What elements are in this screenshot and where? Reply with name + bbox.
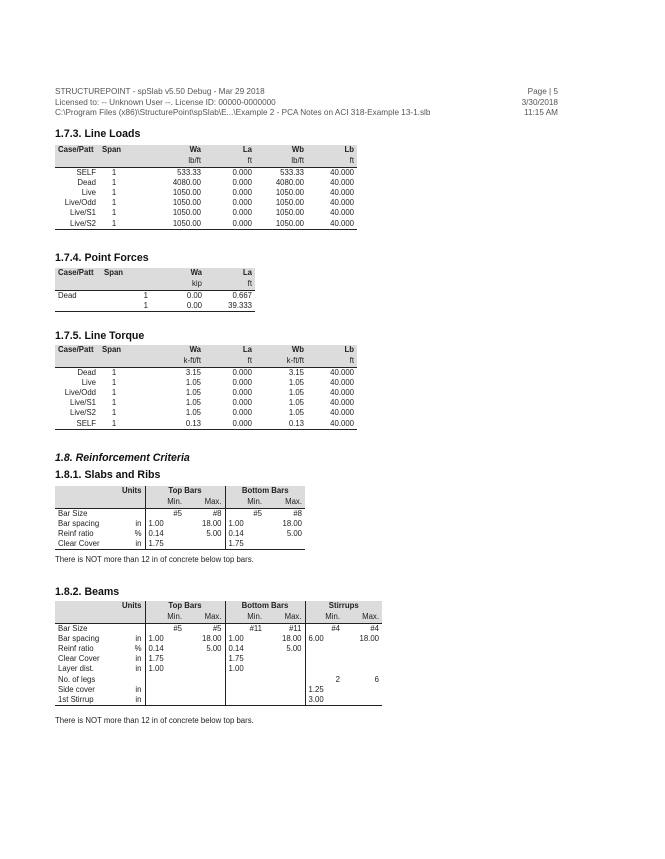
value-cell: 40.000 [330, 377, 354, 387]
unit-cell [112, 675, 145, 685]
table-row [55, 367, 357, 378]
col-header: Wb [255, 345, 307, 356]
value-cell: 40.000 [330, 177, 354, 187]
value-cell: 6.00 [305, 634, 343, 644]
value-cell: 6 [374, 674, 379, 684]
col-header: Lb [307, 145, 357, 156]
table-header-row [55, 601, 382, 612]
program-line: STRUCTUREPOINT - spSlab v5.50 Debug - Mar 29 2018 [55, 87, 265, 96]
col-header-top-bars: Top Bars [145, 601, 225, 612]
table-row [55, 198, 357, 208]
unit-cell: k-ft/ft [255, 356, 307, 367]
value-cell: 0.000 [204, 419, 255, 430]
value-cell: 0.000 [232, 367, 252, 377]
blank-header-cell [55, 497, 112, 508]
value-cell: #5 [212, 623, 222, 633]
value-cell: 1.05 [185, 398, 201, 408]
criteria-label: Side cover [58, 684, 95, 694]
value-cell: #4 [305, 623, 343, 634]
report-header-right [522, 87, 558, 119]
value-cell: 1.75 [145, 539, 185, 550]
value-cell: 0.14 [225, 529, 265, 539]
case-cell: Dead [77, 177, 96, 187]
unit-cell: in [112, 664, 145, 674]
blank-header-cell [112, 612, 145, 623]
unit-cell: in [112, 539, 145, 550]
table-row [55, 219, 357, 230]
value-cell [343, 644, 382, 654]
value-cell: 1.75 [148, 654, 164, 664]
value-cell: 1.25 [305, 685, 343, 695]
table-header-row [55, 345, 357, 356]
value-cell [343, 685, 382, 695]
value-cell [185, 654, 225, 664]
unit-cell: ft [204, 356, 255, 367]
table-row [55, 539, 305, 550]
span-cell: 1 [143, 290, 148, 300]
col-header-stirrups: Stirrups [305, 601, 382, 612]
value-cell: 3.00 [305, 695, 343, 706]
unit-cell: % [112, 644, 145, 654]
unit-cell [112, 623, 145, 634]
value-cell: 40.000 [330, 208, 354, 218]
value-cell [265, 695, 305, 706]
value-cell [145, 675, 185, 685]
section-title-line-torque: 1.7.5. Line Torque [55, 330, 145, 342]
col-header-min: Min. [145, 612, 185, 623]
col-header: Lb [307, 345, 357, 356]
unit-cell [99, 356, 129, 367]
value-cell [185, 685, 225, 695]
col-header: Wb [255, 145, 307, 156]
unit-cell: in [112, 695, 145, 706]
value-cell: 3.15 [288, 367, 304, 377]
table-row [55, 301, 255, 312]
value-cell: 40.000 [330, 367, 354, 377]
value-cell: #11 [225, 623, 265, 634]
value-cell: 4080.00 [172, 177, 201, 187]
beams-note: There is NOT more than 12 in of concrete below top bars. [55, 716, 254, 725]
criteria-label: Layer dist. [58, 664, 94, 674]
unit-cell: in [112, 685, 145, 695]
unit-cell: lb/ft [129, 156, 204, 167]
span-cell: 1 [99, 419, 129, 430]
col-header-min: Min. [225, 612, 265, 623]
slabs-note: There is NOT more than 12 in of concrete below top bars. [55, 555, 254, 564]
table-subheader-row [55, 612, 382, 623]
value-cell: 0.00 [151, 301, 205, 312]
col-header-bottom-bars: Bottom Bars [225, 486, 305, 497]
value-cell: 18.00 [282, 518, 302, 528]
value-cell: 5.00 [206, 528, 222, 538]
value-cell: 0.13 [255, 419, 307, 430]
value-cell: 0.14 [148, 528, 164, 538]
value-cell: #5 [173, 508, 182, 518]
value-cell: 0.14 [225, 644, 265, 654]
col-header-max: Max. [185, 497, 225, 508]
table-units-row [55, 279, 255, 290]
value-cell: 1.00 [148, 664, 164, 674]
table-header-row [55, 268, 255, 279]
col-header: Case/Patt [55, 268, 101, 279]
col-header-units: Units [112, 601, 145, 612]
license-line: Licensed to: -- Unknown User --. License ID: 00000-0000000 [55, 97, 276, 107]
value-cell [343, 654, 382, 664]
unit-cell [101, 279, 151, 290]
table-row [55, 695, 382, 706]
value-cell: 1050.00 [275, 187, 304, 197]
criteria-label: Reinf ratio [58, 528, 94, 538]
col-header-max: Max. [265, 612, 305, 623]
span-cell: 1 [101, 301, 151, 312]
value-cell [265, 664, 305, 674]
table-row [55, 508, 305, 519]
col-header-max: Max. [343, 612, 382, 623]
value-cell [185, 664, 225, 674]
value-cell: 0.000 [232, 387, 252, 397]
span-cell: 1 [99, 219, 129, 230]
case-cell: Live [81, 377, 96, 387]
value-cell: 1.05 [288, 387, 304, 397]
span-cell: 1 [111, 198, 117, 208]
unit-cell: ft [204, 156, 255, 167]
value-cell: 0.000 [232, 177, 252, 187]
section-title-beams: 1.8.2. Beams [55, 586, 120, 598]
value-cell: 1.00 [148, 633, 164, 643]
point-forces-table [55, 268, 255, 312]
case-cell: SELF [55, 419, 99, 430]
col-header-max: Max. [185, 612, 225, 623]
value-cell: 40.000 [307, 219, 357, 230]
col-header: Wa [129, 345, 204, 356]
value-cell: 1.75 [225, 654, 265, 664]
value-cell: #4 [370, 623, 379, 633]
table-row [55, 398, 357, 408]
span-cell: 1 [111, 167, 117, 177]
value-cell: 0.14 [148, 643, 164, 653]
value-cell: #11 [289, 623, 302, 633]
col-header: Span [99, 345, 129, 356]
blank-header-cell [55, 486, 112, 497]
table-row [55, 408, 357, 418]
col-header-min: Min. [305, 612, 343, 623]
case-cell: Live [81, 187, 96, 197]
span-cell: 1 [111, 187, 117, 197]
table-row [55, 378, 357, 388]
table-row [55, 623, 382, 634]
slabs-ribs-table [55, 486, 305, 550]
criteria-label: Clear Cover [58, 654, 100, 664]
value-cell: 1050.00 [275, 208, 304, 218]
section-title-line-loads: 1.7.3. Line Loads [55, 128, 141, 140]
criteria-label: Bar spacing [58, 633, 100, 643]
value-cell: 5.00 [286, 643, 302, 653]
unit-cell: in [112, 654, 145, 664]
span-cell: 1 [111, 398, 117, 408]
value-cell: 18.00 [281, 633, 302, 643]
value-cell: 4080.00 [275, 177, 304, 187]
value-cell: 5.00 [286, 528, 302, 538]
value-cell [145, 685, 185, 695]
value-cell: 2 [305, 675, 343, 685]
value-cell [305, 664, 343, 674]
section-title-reinforcement-criteria: 1.8. Reinforcement Criteria [55, 452, 190, 464]
case-cell: Live/S1 [69, 398, 96, 408]
table-units-row [55, 356, 357, 367]
col-header: Case/Patt [55, 345, 99, 356]
value-cell [225, 685, 265, 695]
value-cell [185, 675, 225, 685]
col-header-min: Min. [225, 497, 265, 508]
table-units-row [55, 156, 357, 167]
report-date: 3/30/2018 [521, 97, 558, 107]
value-cell: 18.00 [201, 633, 222, 643]
case-cell: Live/Odd [64, 198, 96, 208]
unit-cell [112, 508, 145, 519]
table-row [55, 644, 382, 654]
value-cell: 40.000 [307, 419, 357, 430]
value-cell: 0.000 [232, 398, 252, 408]
criteria-label: No. of legs [58, 674, 96, 684]
value-cell: 1.00 [148, 518, 164, 528]
table-subheader-row [55, 497, 305, 508]
span-cell: 1 [111, 377, 117, 387]
unit-cell [55, 356, 99, 367]
case-cell: SELF [76, 167, 96, 177]
value-cell: 0.000 [232, 408, 252, 418]
table-row [55, 529, 305, 539]
col-header: Span [101, 268, 151, 279]
value-cell: 40.000 [330, 198, 354, 208]
value-cell: 1050.00 [172, 187, 201, 197]
span-cell: 1 [111, 177, 117, 187]
value-cell: 3.15 [185, 367, 201, 377]
table-row [55, 208, 357, 218]
span-cell: 1 [111, 208, 117, 218]
col-header: Span [99, 145, 129, 156]
table-header-row [55, 145, 357, 156]
col-header-top-bars: Top Bars [145, 486, 225, 497]
col-header-bottom-bars: Bottom Bars [225, 601, 305, 612]
unit-cell: ft [205, 279, 255, 290]
case-cell: Live/S1 [69, 208, 96, 218]
table-row [55, 178, 357, 188]
value-cell: 40.000 [330, 387, 354, 397]
table-row [55, 634, 382, 644]
value-cell [265, 654, 305, 664]
section-title-point-forces: 1.7.4. Point Forces [55, 252, 149, 264]
col-header-min: Min. [145, 497, 185, 508]
table-row [55, 675, 382, 685]
col-header: La [204, 345, 255, 356]
case-cell: Dead [77, 367, 96, 377]
span-cell: 1 [111, 408, 117, 418]
col-header: Case/Patt [55, 145, 99, 156]
value-cell: 0.667 [232, 290, 252, 300]
col-header: La [205, 268, 255, 279]
unit-cell [99, 156, 129, 167]
unit-cell: lb/ft [255, 156, 307, 167]
value-cell: 0.13 [129, 419, 204, 430]
value-cell: 0.00 [186, 290, 202, 300]
page-number: Page | 5 [527, 87, 558, 96]
table-header-row [55, 486, 305, 497]
unit-cell: k-ft/ft [129, 356, 204, 367]
unit-cell: ft [307, 356, 357, 367]
value-cell: 39.333 [205, 301, 255, 312]
value-cell [265, 539, 305, 550]
value-cell: #5 [173, 623, 182, 633]
value-cell: 1.00 [225, 634, 265, 644]
value-cell: 533.33 [177, 167, 201, 177]
value-cell: 1050.00 [275, 198, 304, 208]
value-cell [225, 695, 265, 706]
value-cell: 1.05 [185, 377, 201, 387]
file-path-line: C:\Program Files (x86)\StructurePoint\spSlab\E...\Example 2 - PCA Notes on ACI 318-Example 13-1.slb [55, 108, 431, 117]
beams-table [55, 601, 382, 706]
value-cell [343, 695, 382, 706]
table-row [55, 388, 357, 398]
unit-cell: % [112, 529, 145, 539]
value-cell: #5 [225, 508, 265, 519]
case-cell: Dead [58, 290, 77, 300]
criteria-label: Bar Size [58, 623, 88, 633]
value-cell [343, 664, 382, 674]
unit-cell: ft [307, 156, 357, 167]
value-cell: 1.00 [225, 664, 265, 674]
span-cell: 1 [111, 387, 117, 397]
value-cell [265, 685, 305, 695]
report-time: 11:15 AM [524, 108, 558, 117]
unit-cell [55, 279, 101, 290]
value-cell: 0.000 [232, 198, 252, 208]
value-cell: 1.05 [185, 387, 201, 397]
unit-cell: kip [151, 279, 205, 290]
value-cell: 1050.00 [255, 219, 307, 230]
unit-cell: in [112, 519, 145, 529]
value-cell: 0.000 [232, 167, 252, 177]
criteria-label: Bar spacing [58, 518, 100, 528]
blank-header-cell [55, 601, 112, 612]
value-cell: 1.75 [225, 539, 265, 550]
value-cell: #8 [212, 508, 222, 518]
value-cell: 40.000 [330, 167, 354, 177]
section-title-slabs-ribs: 1.8.1. Slabs and Ribs [55, 469, 161, 481]
unit-cell [55, 156, 99, 167]
value-cell: 18.00 [201, 518, 222, 528]
line-loads-table [55, 145, 357, 230]
value-cell [305, 644, 343, 654]
value-cell [225, 675, 265, 685]
col-header-units: Units [112, 486, 145, 497]
table-row [55, 167, 357, 178]
col-header: La [204, 145, 255, 156]
criteria-label: 1st Stirrup [55, 695, 112, 706]
criteria-label: Bar Size [58, 508, 88, 518]
value-cell: 40.000 [330, 408, 354, 418]
value-cell: 1050.00 [172, 198, 201, 208]
blank-header-cell [112, 497, 145, 508]
span-cell: 1 [111, 367, 117, 377]
table-row [55, 664, 382, 674]
case-cell: Live/Odd [64, 387, 96, 397]
value-cell: 1.05 [288, 408, 304, 418]
case-cell: Live/S2 [55, 219, 99, 230]
table-row [55, 290, 255, 301]
table-row [55, 685, 382, 695]
value-cell [305, 654, 343, 664]
value-cell: 1.05 [185, 408, 201, 418]
col-header: Wa [151, 268, 205, 279]
value-cell: 0.000 [232, 377, 252, 387]
value-cell: 0.000 [232, 208, 252, 218]
value-cell: 1.00 [225, 519, 265, 529]
value-cell [185, 695, 225, 706]
table-row [55, 654, 382, 664]
col-header: Wa [129, 145, 204, 156]
value-cell [145, 695, 185, 706]
table-row [55, 419, 357, 430]
report-header-left [55, 87, 430, 119]
value-cell: 1050.00 [172, 208, 201, 218]
value-cell: 0.000 [232, 187, 252, 197]
criteria-label: Clear Cover [55, 539, 112, 550]
value-cell: 0.000 [204, 219, 255, 230]
value-cell: 1.05 [288, 377, 304, 387]
case-cell: Live/S2 [69, 408, 96, 418]
unit-cell: in [112, 634, 145, 644]
value-cell: 533.33 [280, 167, 304, 177]
value-cell: #8 [293, 508, 302, 518]
value-cell: 40.000 [330, 187, 354, 197]
blank-header-cell [55, 612, 112, 623]
value-cell: 5.00 [206, 643, 222, 653]
table-row [55, 519, 305, 529]
value-cell [185, 539, 225, 550]
value-cell: 18.00 [359, 633, 379, 643]
case-cell [55, 301, 101, 312]
value-cell: 1050.00 [129, 219, 204, 230]
line-torque-table [55, 345, 357, 430]
value-cell: 1.05 [288, 398, 304, 408]
value-cell: 40.000 [330, 398, 354, 408]
value-cell [265, 675, 305, 685]
criteria-label: Reinf ratio [58, 643, 94, 653]
table-row [55, 188, 357, 198]
col-header-max: Max. [265, 497, 305, 508]
